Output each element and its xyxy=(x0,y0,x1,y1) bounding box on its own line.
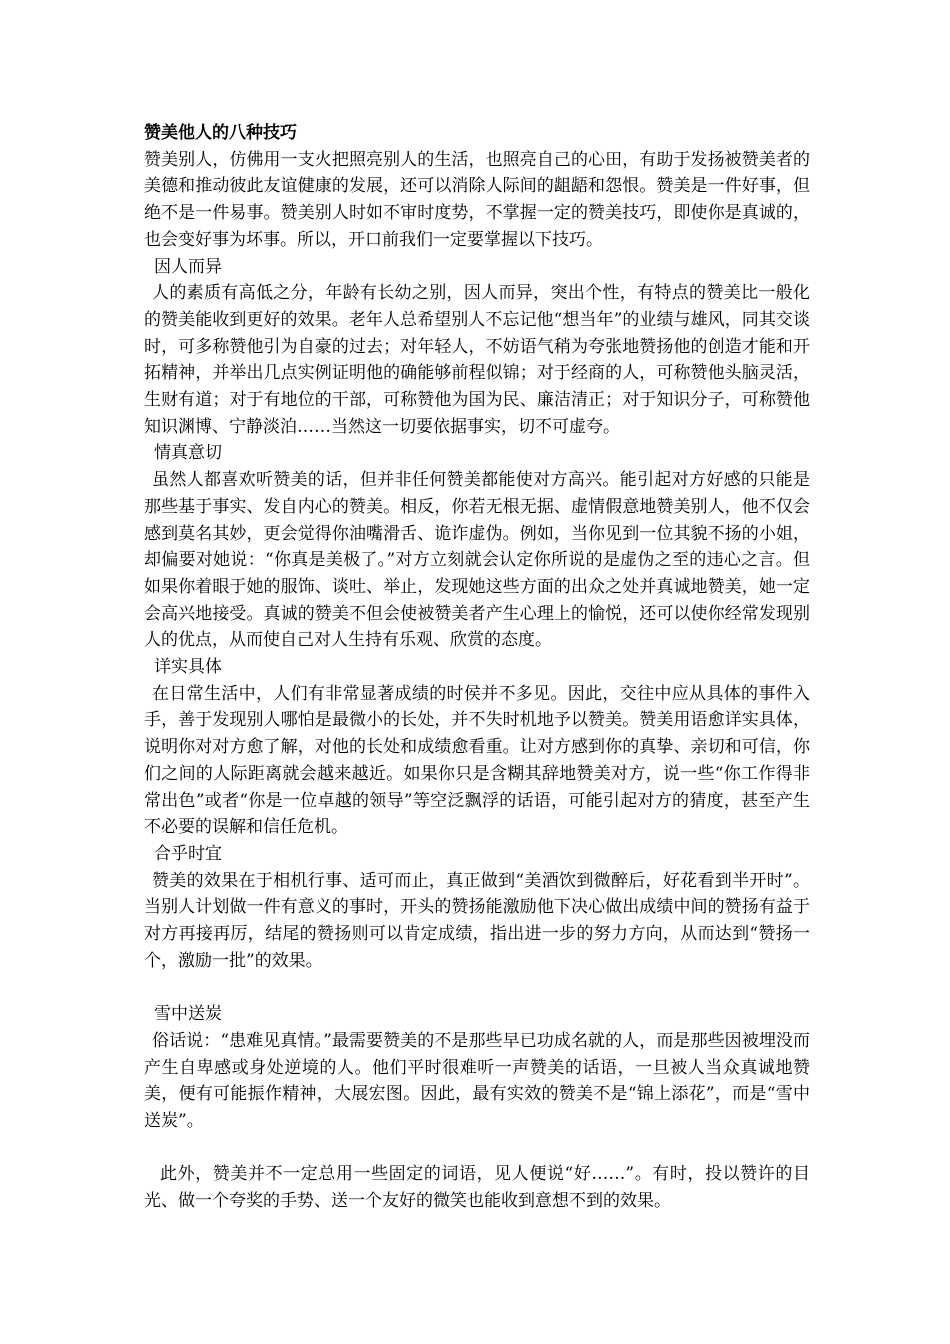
section-body-4: 赞美的效果在于相机行事、适可而止，真正做到“美酒饮到微醉后，好花看到半开时”。当别人计划做一件有意义的事时，开头的赞扬能激励他下决心做出成绩中间的赞扬有益于对方再接再厉，结尾的赞扬则可以肯定成绩，指出进一步的努力方向，从而达到“赞扬一个，激励一批”的效果。 xyxy=(144,870,810,971)
document-page xyxy=(144,120,810,1215)
section-body-5: 俗话说：“患难见真情。”最需要赞美的不是那些早已功成名就的人，而是那些因被埋没而产生自卑感或身处逆境的人。他们平时很难听一声赞美的话语，一旦被人当众真诚地赞美，便有可能振作精神，大展宏图。因此，最有实效的赞美不是“锦上添花”，而是“雪中送炭”。 xyxy=(144,1030,810,1131)
section-body-3: 在日常生活中，人们有非常显著成绩的时侯并不多见。因此，交往中应从具体的事件入手，善于发现别人哪怕是最微小的长处，并不失时机地予以赞美。赞美用语愈详实具体，说明你对对方愈了解，对他的长处和成绩愈看重。让对方感到你的真挚、亲切和可信，你们之间的人际距离就会越来越近。如果你只是含糊其辞地赞美对方，说一些“你工作得非常出色”或者“你是一位卓越的领导”等空泛飘浮的话语，可能引起对方的猜度，甚至产生不必要的误解和信任危机。 xyxy=(144,683,810,838)
closing-paragraph: 此外，赞美并不一定总用一些固定的词语，见人便说“好……”。有时，投以赞许的目光、做一个夸奖的手势、送一个友好的微笑也能收到意想不到的效果。 xyxy=(144,1164,810,1212)
intro-paragraph: 赞美别人，仿佛用一支火把照亮别人的生活，也照亮自己的心田，有助于发扬被赞美者的美德和推动彼此友谊健康的发展，还可以消除人际间的龃龉和怨恨。赞美是一件好事，但绝不是一件易事。赞美别人时如不审时度势，不掌握一定的赞美技巧，即使你是真诚的，也会变好事为坏事。所以，开口前我们一定要掌握以下技巧。 xyxy=(144,149,810,250)
section-heading-3: 详实具体 xyxy=(154,657,222,678)
section-body-2: 虽然人都喜欢听赞美的话，但并非任何赞美都能使对方高兴。能引起对方好感的只能是那些基于事实、发自内心的赞美。相反，你若无根无据、虚情假意地赞美别人，他不仅会感到莫名其妙，更会觉得你油嘴滑舌、诡诈虚伪。例如，当你见到一位其貌不扬的小姐，却偏要对她说：“你真是美极了。”对方立刻就会认定你所说的是虚伪之至的违心之言。但如果你着眼于她的服饰、谈吐、举止，发现她这些方面的出众之处并真诚地赞美，她一定会高兴地接受。真诚的赞美不但会使被赞美者产生心理上的愉悦，还可以使你经常发现别人的优点，从而使自己对人生持有乐观、欣赏的态度。 xyxy=(144,470,810,651)
section-heading-5: 雪中送炭 xyxy=(154,1004,222,1025)
section-heading-1: 因人而异 xyxy=(154,256,222,277)
blank-line xyxy=(144,1135,810,1162)
section-body-1: 人的素质有高低之分，年龄有长幼之别，因人而异，突出个性，有特点的赞美比一般化的赞美能收到更好的效果。老年人总希望别人不忘记他“想当年”的业绩与雄风，同其交谈时，可多称赞他引为自豪的过去；对年轻人，不妨语气稍为夸张地赞扬他的创造才能和开拓精神，并举出几点实例证明他的确能够前程似锦；对于经商的人，可称赞他头脑灵活，生财有道；对于有地位的干部，可称赞他为国为民、廉洁清正；对于知识分子，可称赞他知识渊博、宁静淡泊……当然这一切要依据事实，切不可虚夸。 xyxy=(144,283,810,437)
document-title: 赞美他人的八种技巧 xyxy=(144,123,297,143)
section-heading-2: 情真意切 xyxy=(154,443,222,464)
blank-line xyxy=(144,975,810,1002)
section-heading-4: 合乎时宜 xyxy=(154,843,222,864)
